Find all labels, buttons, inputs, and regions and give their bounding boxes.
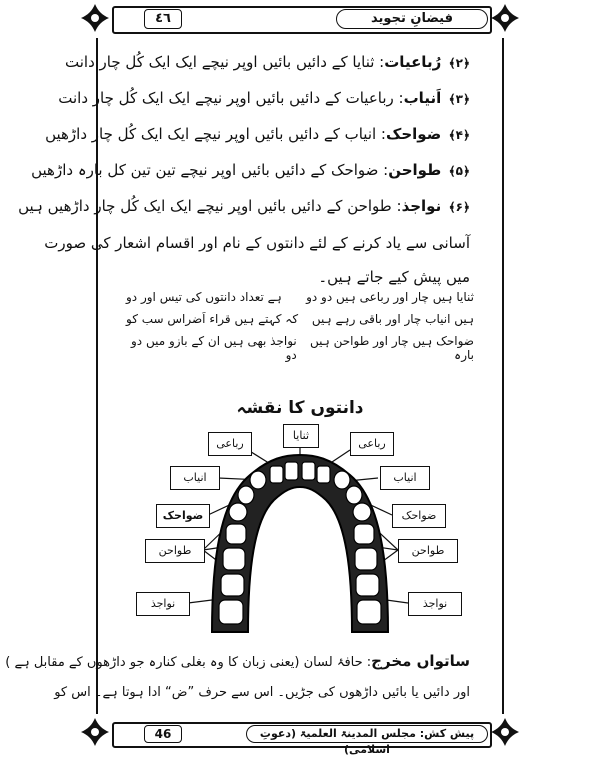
bottom-line bbox=[5, 648, 470, 676]
poem-hemistich: ہے تعداد دانتوں کی تیس اور دو bbox=[126, 290, 282, 304]
poem-hemistich: کہ کہتے ہیں قراء اَضراس سب کو bbox=[126, 312, 299, 326]
item-number: ﴿۳﴾ bbox=[448, 92, 470, 106]
book-title: فیضانِ تجوید bbox=[336, 9, 488, 29]
label-nawajiz-right: نواجذ bbox=[408, 592, 462, 616]
item-number: ﴿۴﴾ bbox=[448, 128, 470, 142]
item-term: رُباعیات bbox=[384, 53, 442, 71]
page-number-bottom: 46 bbox=[144, 725, 182, 743]
label-nawajiz-left: نواجذ bbox=[136, 592, 190, 616]
label-zawahik-left: ضواحک bbox=[156, 504, 210, 528]
page-number-top: ٤٦ bbox=[144, 9, 182, 29]
section-heading: ساتواں مخرج bbox=[371, 652, 470, 670]
publisher-credit: پیش کش: مجلس المدینۃ العلمیۃ (دعوتِ اسلامی) bbox=[246, 725, 488, 743]
label-zawahik-right: ضواحک bbox=[392, 504, 446, 528]
item-text: : انیاب کے دائیں بائیں اوپر نیچے ایک ایک کُل چار داڑھیں bbox=[45, 125, 386, 143]
item-term: اَنیاب bbox=[403, 89, 442, 107]
intro-line: میں پیش کیے جاتے ہیں۔ bbox=[318, 268, 470, 286]
poem-hemistich: نواجذ بھی ہیں ان کے بازو میں دو دو bbox=[131, 334, 297, 362]
item-number: ﴿۶﴾ bbox=[448, 200, 470, 214]
bottom-text: : حافۂ لسان (یعنی زبان کا وہ بغلی کنارہ جو داڑھوں کے مقابل ہے ) bbox=[5, 655, 372, 670]
label-tawahin-left: طواحن bbox=[145, 539, 205, 563]
intro-line: آسانی سے یاد کرنے کے لئے دانتوں کے نام اور اقسام اشعار کی صورت bbox=[44, 234, 470, 252]
item-number: ﴿۵﴾ bbox=[448, 164, 470, 178]
label-rubai-right: رباعی bbox=[350, 432, 394, 456]
item-text: : ضواحک کے دائیں بائیں اوپر نیچے تین تین کل بارہ داڑھیں bbox=[31, 161, 389, 179]
bottom-paragraph bbox=[5, 648, 470, 706]
item-term: طواحن bbox=[388, 161, 442, 179]
poem-hemistich: ہیں انیاب چار اور باقی رہے ہیں bbox=[311, 312, 474, 326]
label-anyab-right: انیاب bbox=[380, 466, 430, 490]
footer-band bbox=[112, 722, 492, 756]
poem-hemistich: ضواحک ہیں چار اور طواحن ہیں بارہ bbox=[310, 334, 474, 362]
poem-hemistich: ثنایا ہیں چار اور رباعی ہیں دو دو bbox=[306, 290, 474, 304]
diagram-title: دانتوں کا نقشہ bbox=[236, 398, 364, 418]
bottom-line: اور دائیں یا بائیں داڑھوں کی جڑیں۔ اس سے حرف ”ض“ ادا ہوتا ہے۔ اس کو bbox=[54, 685, 470, 700]
label-sanaya: ثنایا bbox=[283, 424, 319, 448]
label-rubai-left: رباعی bbox=[208, 432, 252, 456]
item-text: : ثنایا کے دائیں بائیں اوپر نیچے ایک ایک کُل چار دانت bbox=[65, 53, 385, 71]
label-tawahin-right: طواحن bbox=[398, 539, 458, 563]
label-anyab-left: انیاب bbox=[170, 466, 220, 490]
item-text: : طواحن کے دائیں بائیں اوپر نیچے ایک ایک کُل چار داڑھیں ہیں bbox=[18, 197, 402, 215]
item-term: ضواحک bbox=[386, 125, 442, 143]
item-term: نواجذ bbox=[401, 197, 442, 215]
item-number: ﴿۲﴾ bbox=[448, 56, 470, 70]
item-text: : رباعیات کے دائیں بائیں اوپر نیچے ایک ایک کُل چار دانت bbox=[58, 89, 404, 107]
